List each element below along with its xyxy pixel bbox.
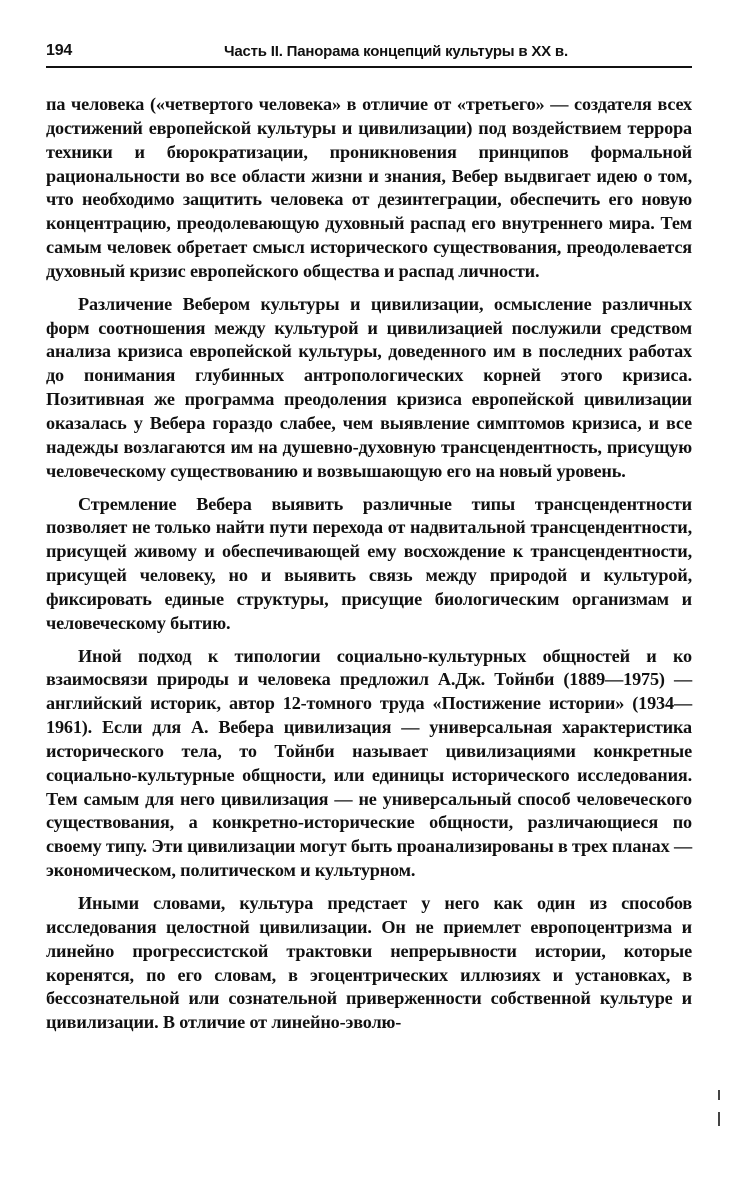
body-text [46, 93, 692, 1044]
running-head [46, 40, 692, 68]
paragraph-2: Различение Вебером культуры и цивилизации, осмысление различных форм соотношения между культурой и цивилизацией послужили средством анализа кризиса европейской культуры, доведенного им в последних работах до понимания глубинных антропологических корней этого кризиса. Позитивная же программа преодоления кризиса европейской цивилизации оказалась у Вебера гораздо слабее, чем выявление симптомов кризиса, и все надежды возлагаются им на душевно-духовную трансцендентность, присущую человеческому существованию и возвышающую его на новый уровень. [46, 293, 692, 481]
margin-mark [718, 1112, 720, 1126]
page-number: 194 [46, 42, 73, 59]
paragraph-3: Стремление Вебера выявить различные типы трансцендентности позволяет не только найти пути перехода от надвитальной трансцендентности, присущей живому и обеспечивающей ему восхождение к трансцендентности, присущей человеку, но и выявить связь между природой и культурой, фиксировать единые структуры, присущие биологическим организмам и человеческому бытию. [46, 493, 692, 633]
paragraph-4: Иной подход к типологии социально-культурных общностей и ко взаимосвязи природы и человека предложил А.Дж. Тойнби (1889—1975) — английский историк, автор 12-томного труда «Постижение истории» (1934—1961). Если для А. Вебера цивилизация — универсальная характеристика исторического тела, то Тойнби называет цивилизациями конкретные социально-культурные общности, или единицы исторического исследования. Тем самым для него цивилизация — не универсальный способ человеческого существования, а конкретно-исторические общности, различающиеся по своему типу. Эти цивилизации могут быть проанализированы в трех планах — экономическом, политическом и культурном. [46, 645, 692, 881]
paragraph-5: Иными словами, культура предстает у него как один из способов исследования целостной цивилизации. Он не приемлет европоцентризма и линейно прогрессистской трактовки непрерывности истории, которые коренятся, по его словам, в эгоцентрических иллюзиях и установках, в бессознательной или сознательной приверженности собственной культуре и цивилизации. В отличие от линейно-эволю- [46, 893, 692, 1033]
margin-mark [718, 1090, 720, 1100]
paragraph-1: па человека («четвертого человека» в отличие от «третьего» — создателя всех достижений европейской культуры и цивилизации) под воздействием террора техники и бюрократизации, проникновения принципов формальной рациональности во все области жизни и знания, Вебер выдвигает идею о том, что необходимо защитить человека от дезинтеграции, обеспечить его новую концентрацию, преодолевающую духовный распад его внутреннего мира. Тем самым человек обретает смысл исторического существования, преодолевается духовный кризис европейского общества и распад личности. [46, 94, 692, 281]
chapter-title: Часть II. Панорама концепций культуры в XX в. [224, 43, 568, 60]
